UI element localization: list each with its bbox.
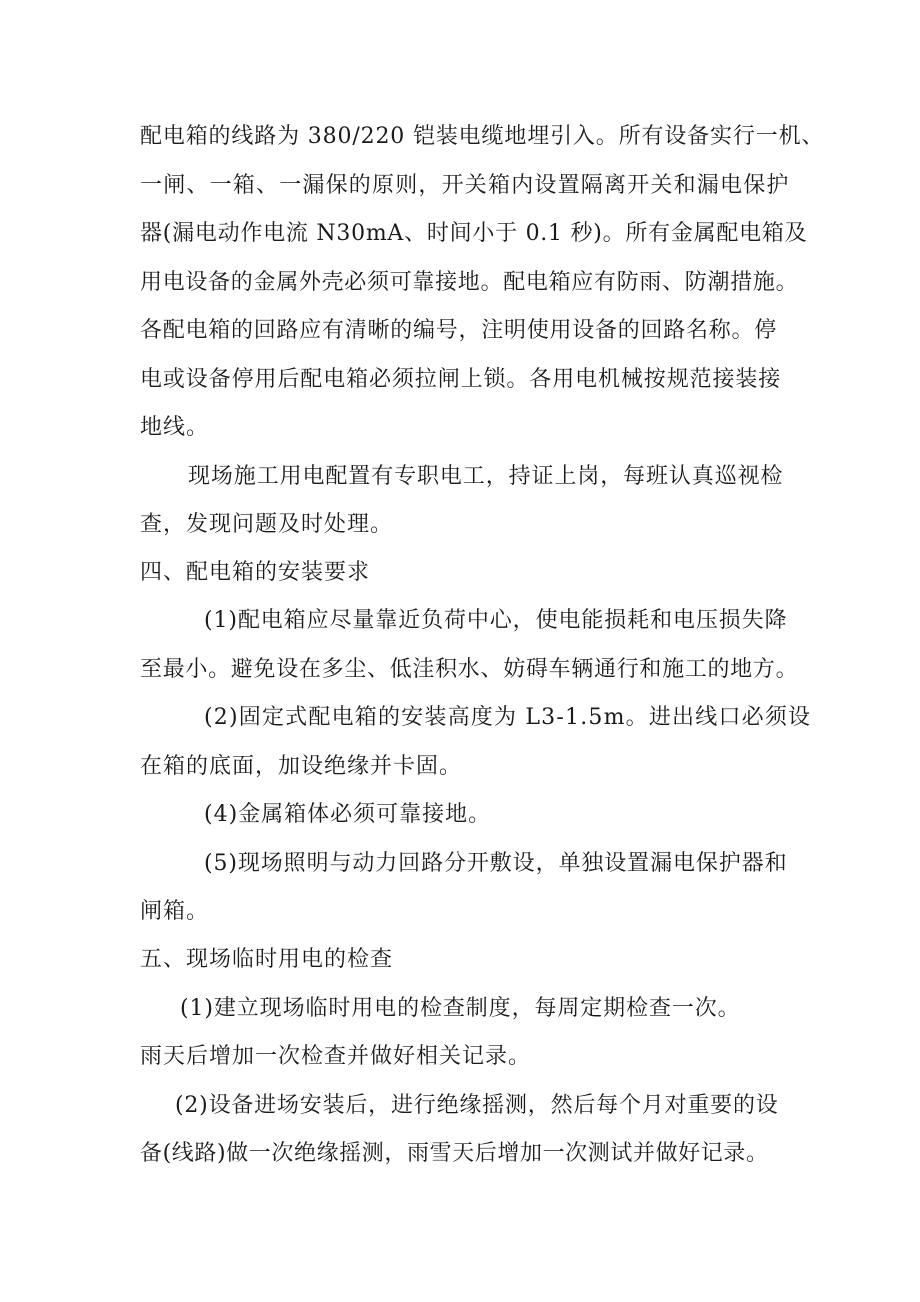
text-line: (2)设备进场安装后，进行绝缘摇测，然后每个月对重要的设 bbox=[175, 1093, 779, 1118]
text-line: 器(漏电动作电流 N30mA、时间小于 0.1 秒)。所有金属配电箱及 bbox=[140, 221, 808, 246]
text-line: (2)固定式配电箱的安装高度为 L3-1.5m。进出线口必须设 bbox=[204, 705, 812, 730]
section-heading: 四、配电箱的安装要求 bbox=[140, 560, 371, 585]
text-line: 电或设备停用后配电箱必须拉闸上锁。各用电机械按规范接装接 bbox=[140, 367, 782, 392]
text-line: 各配电箱的回路应有清晰的编号，注明使用设备的回路名称。停 bbox=[140, 318, 778, 343]
text-line: 闸箱。 bbox=[140, 899, 210, 924]
text-line: 备(线路)做一次绝缘摇测，雨雪天后增加一次测试并做好记录。 bbox=[140, 1141, 769, 1166]
text-line: 至最小。避免设在多尘、低洼积水、妨碍车辆通行和施工的地方。 bbox=[140, 657, 799, 682]
text-line: 雨天后增加一次检查并做好相关记录。 bbox=[140, 1044, 532, 1069]
section-heading: 五、现场临时用电的检查 bbox=[140, 947, 394, 972]
text-line: (4)金属箱体必须可靠接地。 bbox=[204, 802, 492, 827]
text-line: (1)配电箱应尽量靠近负荷中心，使电能损耗和电压损失降 bbox=[204, 608, 788, 633]
text-line: 用电设备的金属外壳必须可靠接地。配电箱应有防雨、防潮措施。 bbox=[140, 270, 799, 295]
text-line: 一闸、一箱、一漏保的原则，开关箱内设置隔离开关和漏电保护 bbox=[140, 173, 790, 198]
text-line: 配电箱的线路为 380/220 铠装电缆地埋引入。所有设备实行一机、 bbox=[140, 124, 825, 149]
text-line: (5)现场照明与动力回路分开敷设，单独设置漏电保护器和 bbox=[204, 851, 788, 876]
text-line: (1)建立现场临时用电的检查制度，每周定期检查一次。 bbox=[180, 996, 741, 1021]
text-line: 在箱的底面，加设绝缘并卡固。 bbox=[140, 754, 463, 779]
text-line: 地线。 bbox=[140, 415, 210, 440]
text-line: 现场施工用电配置有专职电工，持证上岗，每班认真巡视检 bbox=[188, 464, 784, 489]
text-line: 查，发现问题及时处理。 bbox=[140, 512, 394, 537]
